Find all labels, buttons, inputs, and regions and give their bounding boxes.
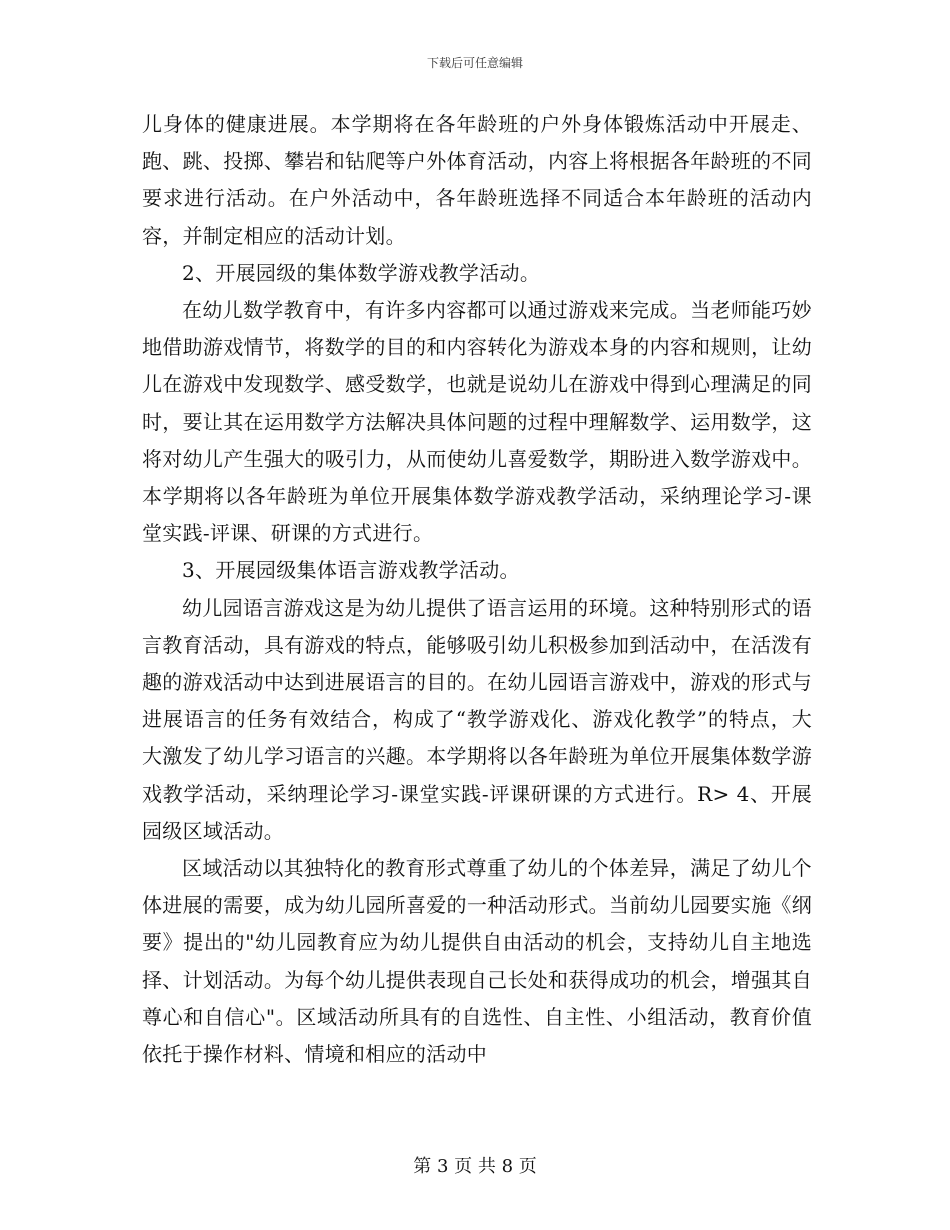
paragraph-language-games: 幼儿园语言游戏这是为幼儿提供了语言运用的环境。这种特别形式的语言教育活动，具有游戏的特点，能够吸引幼儿积极参加到活动中，在活泼有趣的游戏活动中达到进展语言的目的。在幼儿园语言游戏中，游戏的形式与进展语言的任务有效结合，构成了“教学游戏化、游戏化教学”的特点，大大激发了幼儿学习语言的兴趣。本学期将以各年龄班为单位开展集体数学游戏教学活动，采纳理论学习-课堂实践-评课研课的方式进行。R> 4、开展园级区域活动。 [142, 595, 812, 843]
paragraph-math-education: 在幼儿数学教育中，有许多内容都可以通过游戏来完成。当老师能巧妙地借助游戏情节，将数学的目的和内容转化为游戏本身的内容和规则，让幼儿在游戏中发现数学、感受数学，也就是说幼儿在游戏中得到心理满足的同时，要让其在运用数学方法解决具体问题的过程中理解数学、运用数学，这将对幼儿产生强大的吸引力，从而使幼儿喜爱数学，期盼进入数学游戏中。本学期将以各年龄班为单位开展集体数学游戏教学活动，采纳理论学习-课堂实践-评课、研课的方式进行。 [142, 298, 812, 546]
page-footer-number: 第 3 页 共 8 页 [413, 1156, 537, 1177]
page-header-note: 下载后可任意编辑 [426, 56, 523, 70]
document-body [142, 106, 812, 1073]
paragraph-area-activities: 区域活动以其独特化的教育形式尊重了幼儿的个体差异，满足了幼儿个体进展的需要，成为幼儿园所喜爱的一种活动形式。当前幼儿园要实施《纲要》提出的"幼儿园教育应为幼儿提供自由活动的机会，支持幼儿自主地选择、计划活动。为每个幼儿提供表现自己长处和获得成功的机会，增强其自尊心和自信心"。区域活动所具有的自选性、自主性、小组活动，教育价值依托于操作材料、情境和相应的活动中 [142, 856, 812, 1067]
heading-language-games: 3、开展园级集体语言游戏教学活动。 [182, 558, 520, 583]
heading-math-games: 2、开展园级的集体数学游戏教学活动。 [182, 260, 541, 285]
paragraph-outdoor-activities: 儿身体的健康进展。本学期将在各年龄班的户外身体锻炼活动中开展走、跑、跳、投掷、攀岩和钻爬等户外体育活动，内容上将根据各年龄班的不同要求进行活动。在户外活动中，各年龄班选择不同适合本年龄班的活动内容，并制定相应的活动计划。 [142, 112, 812, 248]
